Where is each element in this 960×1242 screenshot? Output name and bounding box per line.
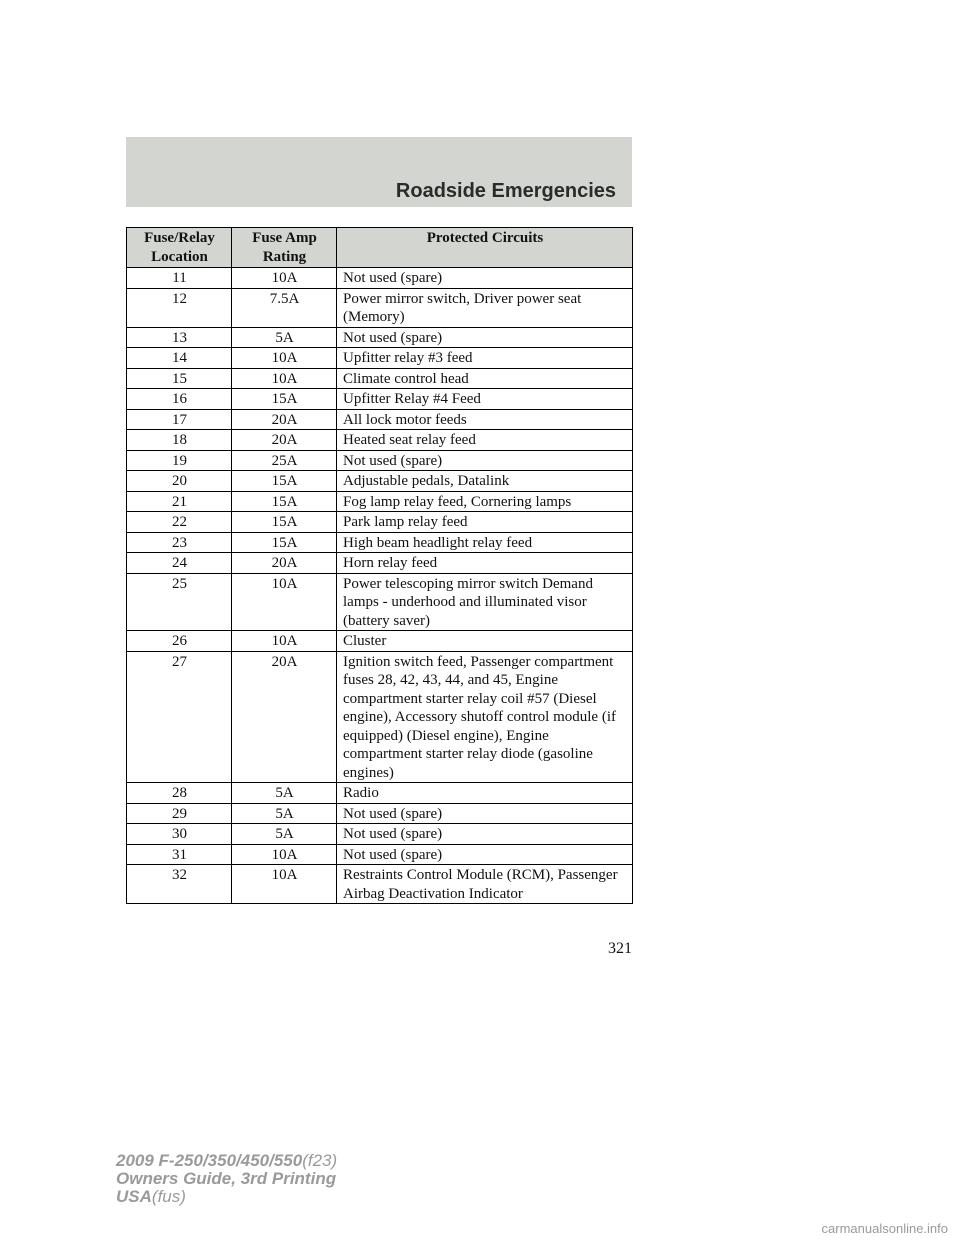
fuse-amp-cell: 15A	[232, 389, 337, 410]
table-row	[127, 824, 633, 845]
fuse-amp-cell: 25A	[232, 450, 337, 471]
protected-circuits-cell: Restraints Control Module (RCM), Passenger Airbag Deactivation Indicator	[337, 865, 633, 904]
protected-circuits-cell: Not used (spare)	[337, 327, 633, 348]
protected-circuits-cell: Adjustable pedals, Datalink	[337, 471, 633, 492]
protected-circuits-cell: Heated seat relay feed	[337, 430, 633, 451]
protected-circuits-cell: Park lamp relay feed	[337, 512, 633, 533]
column-header-location: Fuse/Relay Location	[127, 228, 232, 268]
fuse-location-cell: 24	[127, 553, 232, 574]
fuse-amp-cell: 5A	[232, 327, 337, 348]
table-row	[127, 368, 633, 389]
protected-circuits-cell: Not used (spare)	[337, 450, 633, 471]
fuse-amp-cell: 15A	[232, 491, 337, 512]
fuse-amp-cell: 10A	[232, 573, 337, 631]
table-row	[127, 512, 633, 533]
fuse-amp-cell: 10A	[232, 368, 337, 389]
fuse-amp-cell: 10A	[232, 268, 337, 289]
table-row	[127, 348, 633, 369]
table-row	[127, 409, 633, 430]
fuse-location-cell: 16	[127, 389, 232, 410]
fuse-location-cell: 25	[127, 573, 232, 631]
table-row	[127, 573, 633, 631]
table-row	[127, 491, 633, 512]
protected-circuits-cell: Upfitter relay #3 feed	[337, 348, 633, 369]
table-header-row	[127, 228, 633, 268]
protected-circuits-cell: Not used (spare)	[337, 824, 633, 845]
fuse-amp-cell: 7.5A	[232, 288, 337, 327]
fuse-amp-cell: 10A	[232, 348, 337, 369]
fuse-amp-cell: 15A	[232, 532, 337, 553]
fuse-location-cell: 13	[127, 327, 232, 348]
protected-circuits-cell: Not used (spare)	[337, 268, 633, 289]
fuse-amp-cell: 15A	[232, 512, 337, 533]
fuse-table-body	[127, 268, 633, 904]
fuse-location-cell: 20	[127, 471, 232, 492]
protected-circuits-cell: Radio	[337, 783, 633, 804]
protected-circuits-cell: Ignition switch feed, Passenger compartment fuses 28, 42, 43, 44, and 45, Engine compartment starter relay coil #57 (Diesel engine), Accessory shutoff control module (if equipped) (Diesel engine), Engine compartment starter relay diode (gasoline engines)	[337, 651, 633, 783]
table-row	[127, 268, 633, 289]
table-row	[127, 327, 633, 348]
fuse-amp-cell: 20A	[232, 651, 337, 783]
table-row	[127, 450, 633, 471]
page-number: 321	[608, 940, 632, 957]
footer-line-2: Owners Guide, 3rd Printing	[116, 1169, 337, 1188]
fuse-table	[126, 227, 633, 904]
table-row	[127, 471, 633, 492]
fuse-location-cell: 29	[127, 803, 232, 824]
fuse-location-cell: 28	[127, 783, 232, 804]
protected-circuits-cell: High beam headlight relay feed	[337, 532, 633, 553]
table-row	[127, 288, 633, 327]
footer-market: USA	[116, 1187, 152, 1206]
table-row	[127, 532, 633, 553]
fuse-location-cell: 18	[127, 430, 232, 451]
protected-circuits-cell: Not used (spare)	[337, 844, 633, 865]
protected-circuits-cell: Not used (spare)	[337, 803, 633, 824]
fuse-amp-cell: 10A	[232, 844, 337, 865]
footer-model: 2009 F-250/350/450/550	[116, 1151, 303, 1170]
fuse-amp-cell: 10A	[232, 865, 337, 904]
fuse-amp-cell: 5A	[232, 783, 337, 804]
fuse-location-cell: 27	[127, 651, 232, 783]
fuse-location-cell: 17	[127, 409, 232, 430]
table-row	[127, 783, 633, 804]
protected-circuits-cell: All lock motor feeds	[337, 409, 633, 430]
fuse-location-cell: 32	[127, 865, 232, 904]
protected-circuits-cell: Climate control head	[337, 368, 633, 389]
section-header-band	[126, 137, 632, 207]
fuse-amp-cell: 5A	[232, 803, 337, 824]
fuse-location-cell: 19	[127, 450, 232, 471]
table-row	[127, 553, 633, 574]
fuse-location-cell: 21	[127, 491, 232, 512]
footer-line-1	[116, 1152, 337, 1170]
column-header-amp-rating: Fuse Amp Rating	[232, 228, 337, 268]
footer-model-code: (f23)	[302, 1151, 338, 1170]
table-row	[127, 430, 633, 451]
fuse-location-cell: 30	[127, 824, 232, 845]
table-row	[127, 844, 633, 865]
section-title: Roadside Emergencies	[395, 180, 616, 202]
fuse-amp-cell: 20A	[232, 430, 337, 451]
protected-circuits-cell: Power mirror switch, Driver power seat (Memory)	[337, 288, 633, 327]
table-row	[127, 389, 633, 410]
table-row	[127, 651, 633, 783]
fuse-amp-cell: 5A	[232, 824, 337, 845]
column-header-protected-circuits: Protected Circuits	[337, 228, 633, 268]
footer-print-info	[116, 1152, 337, 1206]
fuse-amp-cell: 20A	[232, 409, 337, 430]
fuse-amp-cell: 15A	[232, 471, 337, 492]
protected-circuits-cell: Fog lamp relay feed, Cornering lamps	[337, 491, 633, 512]
fuse-location-cell: 15	[127, 368, 232, 389]
footer-line-3	[116, 1188, 337, 1206]
fuse-location-cell: 11	[127, 268, 232, 289]
protected-circuits-cell: Cluster	[337, 631, 633, 652]
watermark: carmanualsonline.info	[821, 1221, 948, 1236]
fuse-location-cell: 22	[127, 512, 232, 533]
protected-circuits-cell: Upfitter Relay #4 Feed	[337, 389, 633, 410]
footer-market-code: (fus)	[151, 1187, 186, 1206]
fuse-location-cell: 14	[127, 348, 232, 369]
fuse-location-cell: 31	[127, 844, 232, 865]
fuse-location-cell: 12	[127, 288, 232, 327]
table-row	[127, 631, 633, 652]
table-row	[127, 803, 633, 824]
protected-circuits-cell: Horn relay feed	[337, 553, 633, 574]
protected-circuits-cell: Power telescoping mirror switch Demand lamps - underhood and illuminated visor (battery saver)	[337, 573, 633, 631]
fuse-amp-cell: 10A	[232, 631, 337, 652]
fuse-amp-cell: 20A	[232, 553, 337, 574]
table-row	[127, 865, 633, 904]
fuse-location-cell: 26	[127, 631, 232, 652]
fuse-location-cell: 23	[127, 532, 232, 553]
